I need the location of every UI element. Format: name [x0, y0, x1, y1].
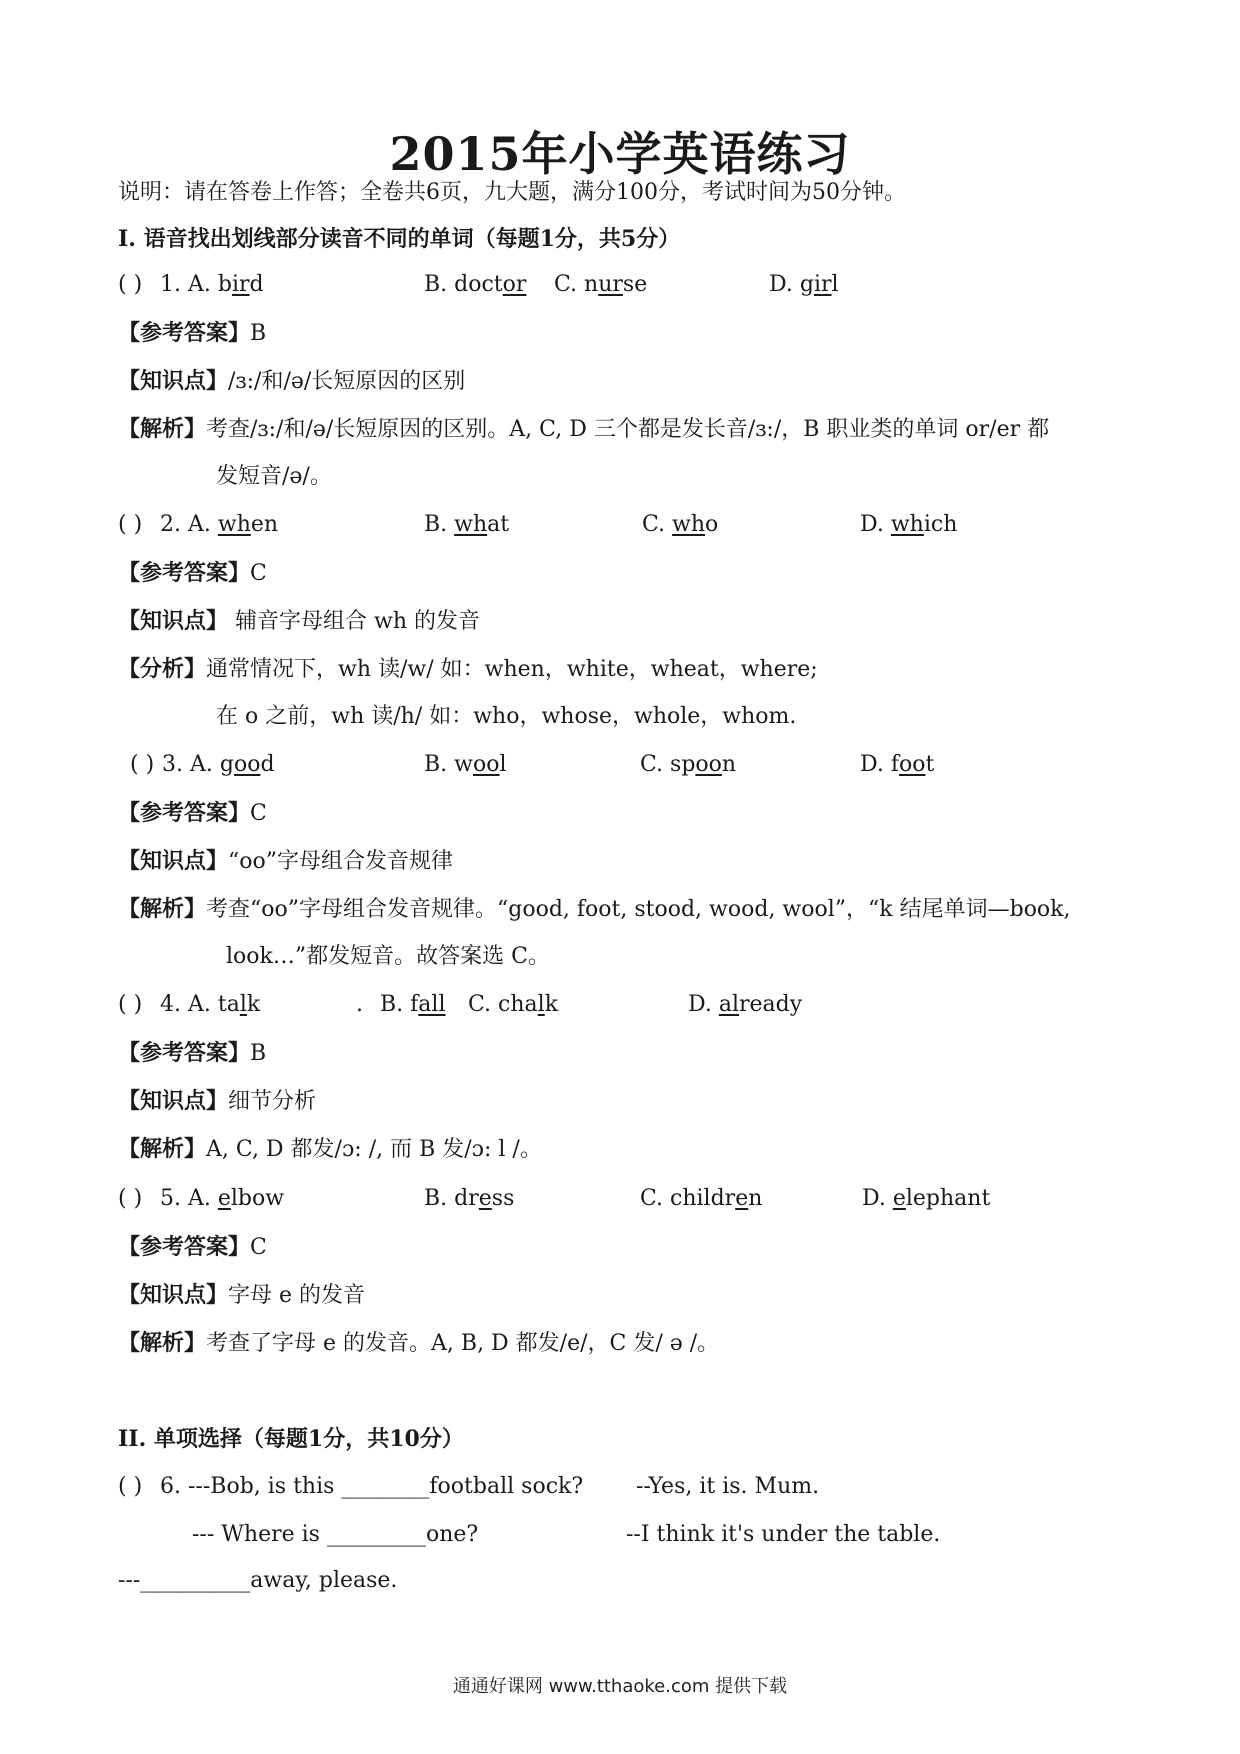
option-d: D. elephant: [862, 1186, 991, 1211]
explanation-3: 【解析】考查“oo”字母组合发音规律。“good, foot, stood, wood, wool”，“k 结尾单词—book,: [118, 896, 1071, 922]
option-c: C. who: [642, 512, 719, 537]
answer-1: 【参考答案】B: [118, 320, 267, 346]
option-a: 1. A. bird: [160, 272, 264, 297]
answer-blank: ( ): [118, 992, 143, 1017]
explanation-3-cont: look…”都发短音。故答案选 C。: [226, 944, 550, 969]
answer-5: 【参考答案】C: [118, 1234, 267, 1260]
knowledge-point-5: 【知识点】字母 e 的发音: [118, 1282, 366, 1308]
knowledge-point-1: 【知识点】/ɜ:/和/ə/长短原因的区别: [118, 368, 466, 394]
question-6-reply-2: --I think it's under the table.: [626, 1522, 941, 1547]
explanation-4: 【解析】A, C, D 都发/ɔ: /, 而 B 发/ɔ: l /。: [118, 1136, 542, 1162]
option-b: B. dress: [424, 1186, 515, 1211]
answer-4: 【参考答案】B: [118, 1040, 267, 1066]
option-d: D. girl: [769, 272, 839, 297]
explanation-5: 【解析】考查了字母 e 的发音。A, B, D 都发/e/，C 发/ ə /。: [118, 1330, 720, 1356]
page-footer: 通通好课网 www.tthaoke.com 提供下载: [452, 1676, 788, 1697]
stray-dot: .: [356, 992, 363, 1017]
section-2-heading: II. 单项选择（每题1分，共10分）: [118, 1426, 464, 1452]
answer-blank: ( ): [118, 512, 143, 537]
option-b: B. doctor: [424, 272, 527, 297]
option-b: B. fall: [380, 992, 446, 1017]
knowledge-point-3: 【知识点】“oo”字母组合发音规律: [118, 848, 454, 874]
question-6-reply-1: --Yes, it is. Mum.: [636, 1474, 820, 1499]
option-c: C. chalk: [468, 992, 559, 1017]
page-title: 2015年小学英语练习: [389, 127, 851, 181]
question-6-line-1: 6. ---Bob, is this ________football sock?: [160, 1474, 584, 1499]
knowledge-point-2: 【知识点】 辅音字母组合 wh 的发音: [118, 608, 480, 634]
option-a: 5. A. elbow: [160, 1186, 285, 1211]
question-6-line-3: ---__________away, please.: [118, 1568, 398, 1593]
answer-2: 【参考答案】C: [118, 560, 267, 586]
option-c: C. spoon: [640, 752, 737, 777]
section-1-heading: I. 语音找出划线部分读音不同的单词（每题1分，共5分）: [118, 226, 681, 252]
option-a: 3. A. good: [162, 752, 275, 777]
knowledge-point-4: 【知识点】细节分析: [118, 1088, 317, 1114]
option-b: B. what: [424, 512, 510, 537]
option-c: C. nurse: [554, 272, 648, 297]
instructions: 说明：请在答卷上作答；全卷共6页，九大题，满分100分，考试时间为50分钟。: [118, 180, 906, 205]
option-a: 2. A. when: [160, 512, 279, 537]
option-a: 4. A. talk: [160, 992, 261, 1017]
answer-blank: ( ): [118, 1474, 143, 1499]
option-d: D. already: [688, 992, 803, 1017]
explanation-1: 【解析】考查/ɜ:/和/ə/长短原因的区别。A, C, D 三个都是发长音/ɜ:/，B 职业类的单词 or/er 都: [118, 416, 1050, 442]
option-d: D. which: [860, 512, 958, 537]
explanation-2: 【分析】通常情况下，wh 读/w/ 如：when，white，wheat，where;: [118, 656, 818, 682]
answer-blank: ( ): [118, 1186, 143, 1211]
option-d: D. foot: [860, 752, 935, 777]
question-6-line-2: --- Where is _________one?: [192, 1522, 479, 1547]
option-b: B. wool: [424, 752, 507, 777]
explanation-1-cont: 发短音/ə/。: [216, 464, 332, 489]
option-c: C. children: [640, 1186, 763, 1211]
answer-blank: ( ): [118, 272, 143, 297]
explanation-2-cont: 在 o 之前，wh 读/h/ 如：who，whose，whole，whom.: [216, 704, 797, 729]
answer-3: 【参考答案】C: [118, 800, 267, 826]
answer-blank: ( ): [130, 752, 155, 777]
